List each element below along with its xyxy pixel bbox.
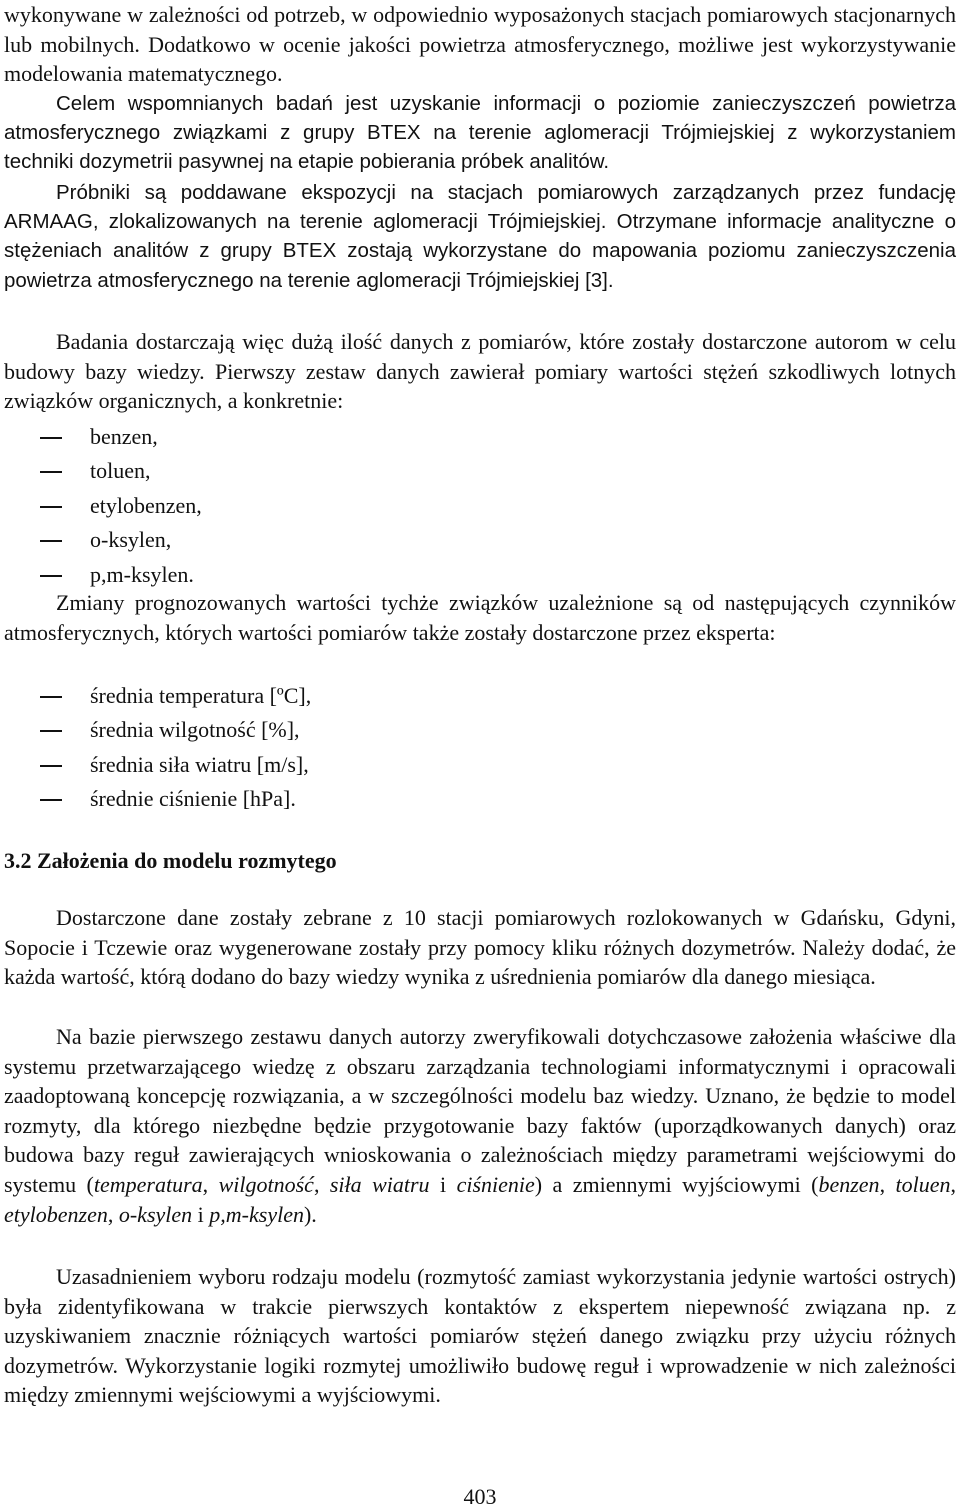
- page-number: 403: [463, 1484, 497, 1509]
- paragraph-data-set: Badania dostarczają więc dużą ilość danych z pomiarów, które zostały dostarczone autorom w celu budowy bazy wiedzy. Pierwszy zestaw danych zawierał pomiary wartości stężeń szkodliwych lotnych związków organicznych, a konkretnie:: [4, 329, 956, 414]
- dash-bullet-icon: [40, 506, 62, 508]
- list-item: etylobenzen,: [4, 489, 202, 523]
- list-item: toluen,: [4, 454, 202, 488]
- dash-bullet-icon: [40, 730, 62, 732]
- list-item: o-ksylen,: [4, 523, 202, 557]
- list-item: średnia siła wiatru [m/s],: [4, 748, 311, 782]
- dash-bullet-icon: [40, 540, 62, 542]
- dash-bullet-icon: [40, 799, 62, 801]
- factors-list: [4, 679, 311, 817]
- paragraph-factors-intro: Zmiany prognozowanych wartości tychże związków uzależnione są od następujących czynników atmosferycznych, których wartości pomiarów także zostały dostarczone przez eksperta:: [4, 590, 956, 645]
- dash-bullet-icon: [40, 696, 62, 698]
- list-item: średnia wilgotność [%],: [4, 713, 311, 747]
- list-item: benzen,: [4, 420, 202, 454]
- list-item: p,m-ksylen.: [4, 558, 202, 592]
- compounds-list: [4, 420, 202, 592]
- dash-bullet-icon: [40, 575, 62, 577]
- paragraph-research-goal: Celem wspomnianych badań jest uzyskanie informacji o poziomie zanieczyszczeń powietrza atmosferycznego związkami z grupy BTEX na terenie aglomeracji Trójmiejskiej z wykorzystaniem techniki dozymetrii pasywnej na etapie pobierania próbek analitów.: [4, 92, 956, 174]
- paragraph-samplers: Próbniki są poddawane ekspozycji na stacjach pomiarowych zarządzanych przez fundację ARMAAG, zlokalizowanych na terenie aglomeracji Trójmiejskiej. Otrzymane informacje analityczne o stężeniach analitów z grupy BTEX zostają wykorzystane do mapowania poziomu zanieczyszczenia powietrza atmosferycznego na terenie aglomeracji Trójmiejskiej [3].: [4, 181, 956, 292]
- dash-bullet-icon: [40, 765, 62, 767]
- paragraph-justification: Uzasadnieniem wyboru rodzaju modelu (rozmytość zamiast wykorzystania jedynie wartości ostrych) była zidentyfikowana w trakcie pierwszych kontaktów z ekspertem niepewność związana np. z uzyskiwaniem znacznie różniących wartości pomiarów stężeń danego związku przy użyciu różnych dozymetrów. Wykorzystanie logiki rozmytej umożliwiło budowę reguł i wprowadzenie w nich zależności między zmiennymi wejściowymi a wyjściowymi.: [4, 1264, 956, 1408]
- list-item: średnie ciśnienie [hPa].: [4, 782, 311, 816]
- paragraph-data-sources: Dostarczone dane zostały zebrane z 10 stacji pomiarowych rozlokowanych w Gdańsku, Gdyni, Sopocie i Tczewie oraz wygenerowane zostały przy pomocy kliku różnych dozymetrów. Należy dodać, że każda wartość, którą dodano do bazy wiedzy wynika z uśrednienia pomiarów dla danego miesiąca.: [4, 905, 956, 990]
- paragraph-model-assumptions: Na bazie pierwszego zestawu danych autorzy zweryfikowali dotychczasowe założenia właściwe dla systemu przetwarzającego wiedzę z obszaru zarządzania technologiami informatycznymi i opracowali zaadoptowaną koncepcję rozwiązania, a w szczególności modelu baz wiedzy. Uznano, że będzie to model rozmyty, dla którego niezbędne będzie przygotowanie bazy faktów (uporządkowanych danych) oraz budowa bazy reguł zawierających wnioskowania o zależnościach między parametrami wejściowymi do systemu (temperatura, wilgotność, siła wiatru i ciśnienie) a zmiennymi wyjściowymi (benzen, toluen, etylobenzen, o-ksylen i p,m-ksylen).: [4, 1024, 956, 1227]
- list-item: średnia temperatura [ºC],: [4, 679, 311, 713]
- paragraph-intro: wykonywane w zależności od potrzeb, w odpowiednio wyposażonych stacjach pomiarowych stacjonarnych lub mobilnych. Dodatkowo w ocenie jakości powietrza atmosferycznego, możliwe jest wykorzystywanie modelowania matematycznego.: [4, 2, 956, 87]
- section-heading: 3.2 Założenia do modelu rozmytego: [4, 848, 337, 873]
- dash-bullet-icon: [40, 437, 62, 439]
- dash-bullet-icon: [40, 471, 62, 473]
